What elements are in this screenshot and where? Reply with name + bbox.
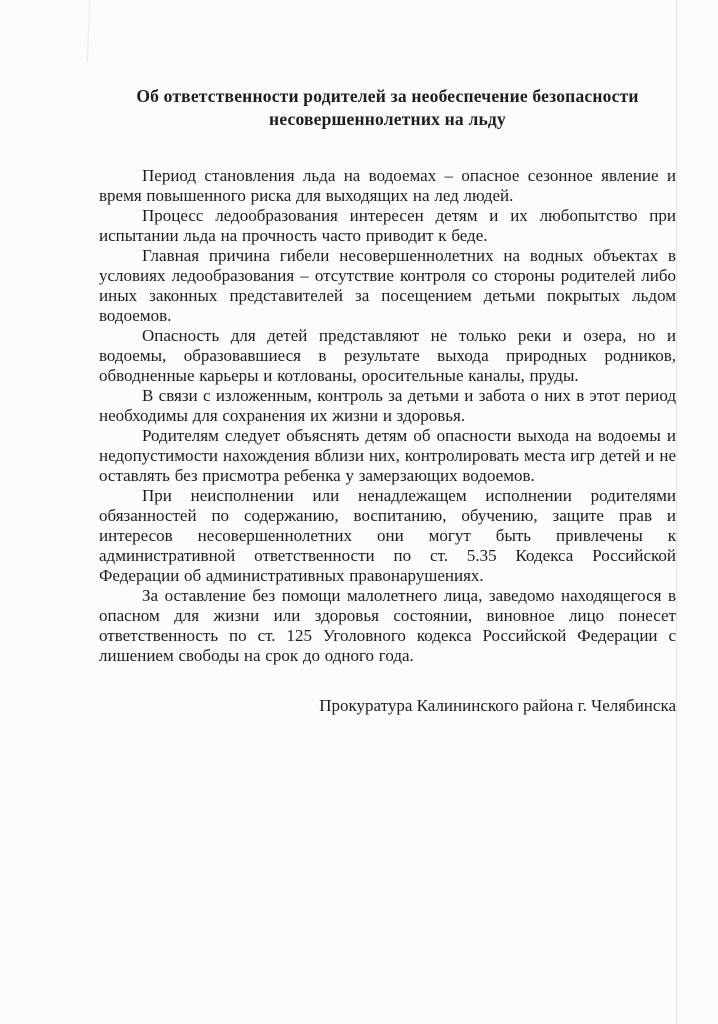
scan-fold-mark bbox=[87, 0, 90, 62]
document-title: Об ответственности родителей за необеспечение безопасности несовершеннолетних на льду bbox=[136, 86, 639, 129]
scan-edge-shade bbox=[677, 0, 718, 1024]
paragraph: При неисполнении или ненадлежащем исполнении родителями обязанностей по содержанию, воспитанию, обучению, защите прав и интересов несовершеннолетних они могут быть привлечены к административной ответственности по ст. 5.35 Кодекса Российской Федерации об административных правонарушениях. bbox=[99, 486, 676, 585]
scan-crease-line bbox=[676, 0, 677, 1024]
paragraph: Главная причина гибели несовершеннолетних на водных объектах в условиях ледообразования – отсутствие контроля со стороны родителей либо иных законных представителей за посещением детьми покрытых льдом водоемов. bbox=[99, 246, 676, 325]
paragraph: Процесс ледообразования интересен детям и их любопытство при испытании льда на прочность часто приводит к беде. bbox=[99, 206, 676, 245]
paragraph: В связи с изложенным, контроль за детьми и забота о них в этот период необходимы для сохранения их жизни и здоровья. bbox=[99, 386, 676, 425]
paragraph: Период становления льда на водоемах – опасное сезонное явление и время повышенного риска для выходящих на лед людей. bbox=[99, 166, 676, 205]
paragraph: Опасность для детей представляют не только реки и озера, но и водоемы, образовавшиеся в результате выхода природных родников, обводненные карьеры и котлованы, оросительные каналы, пруды. bbox=[99, 326, 676, 385]
paragraph: Родителям следует объяснять детям об опасности выхода на водоемы и недопустимости нахождения вблизи них, контролировать места игр детей и не оставлять без присмотра ребенка у замерзающих водоемов. bbox=[99, 426, 676, 485]
paragraph: За оставление без помощи малолетнего лица, заведомо находящегося в опасном для жизни или здоровья состоянии, виновное лицо понесет ответственность по ст. 125 Уголовного кодекса Российской Федерации с лишением свободы на срок до одного года. bbox=[99, 586, 676, 665]
signature-line: Прокуратура Калининского района г. Челябинска bbox=[319, 696, 676, 715]
document-body bbox=[99, 85, 676, 716]
